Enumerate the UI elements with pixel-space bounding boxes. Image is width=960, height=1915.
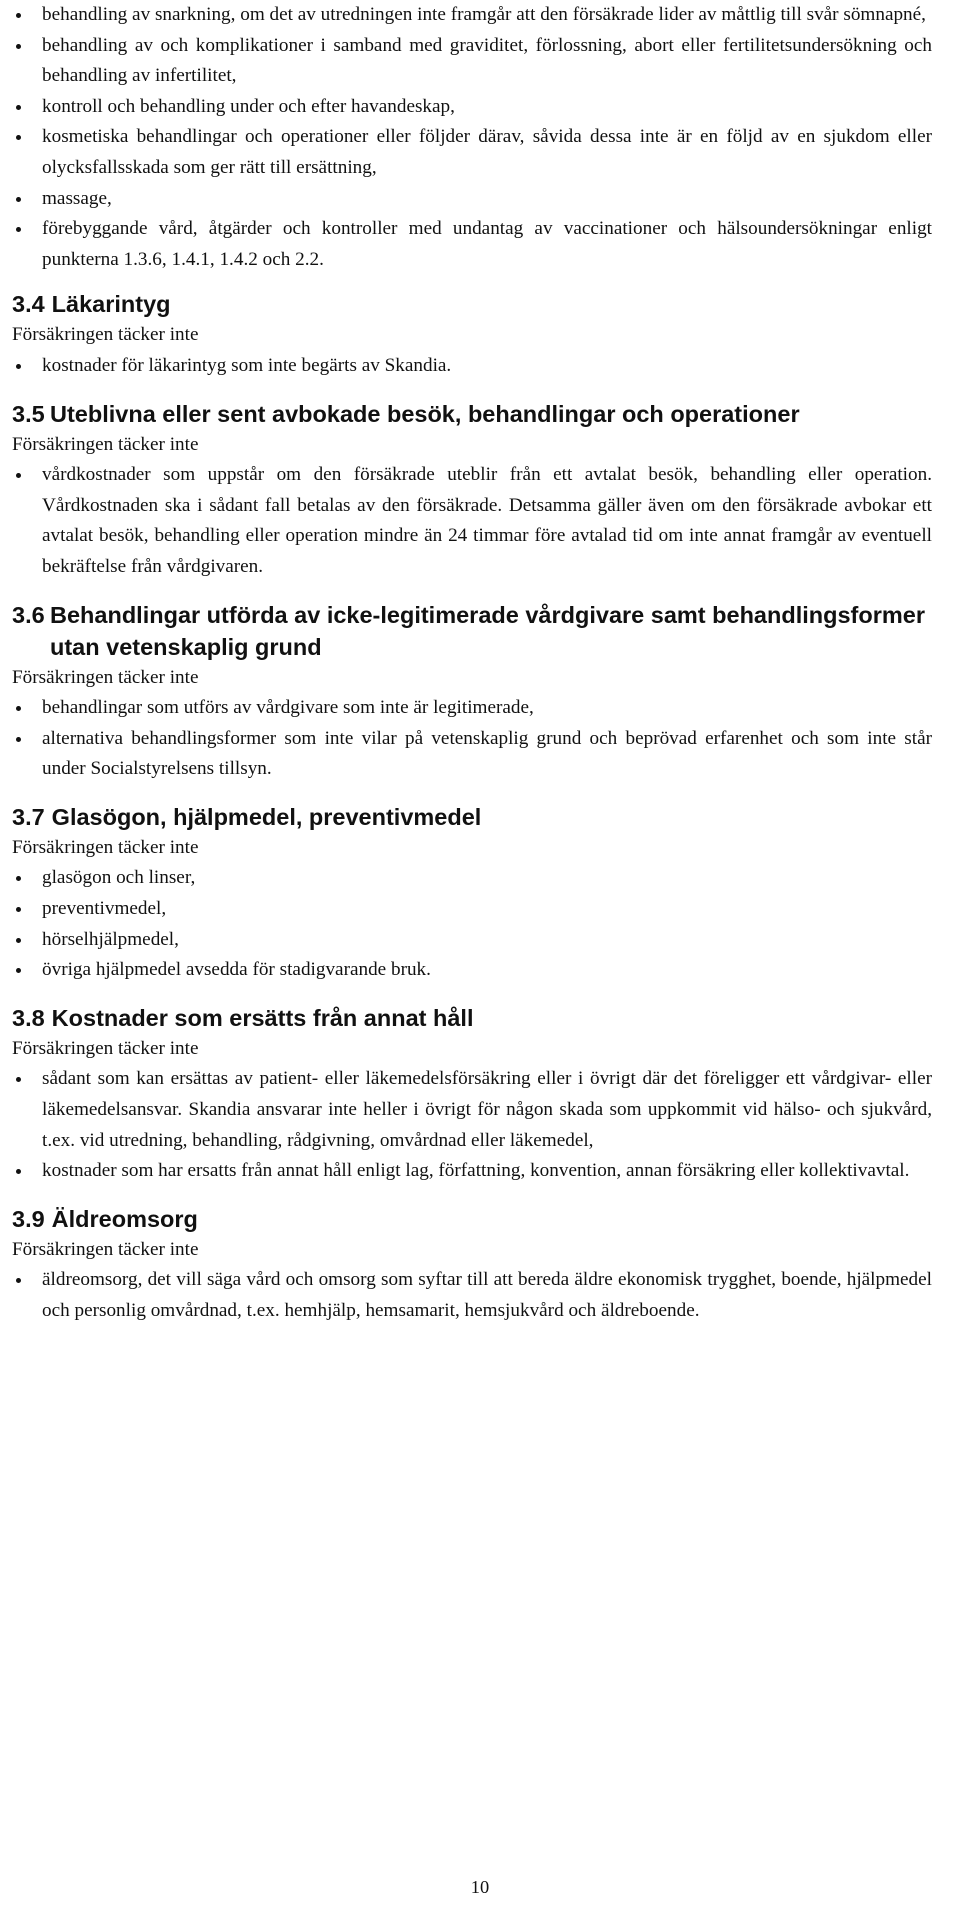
section-number: 3.9	[12, 1205, 45, 1232]
list-item: behandlingar som utförs av vårdgivare som inte är legitimerade,	[12, 693, 932, 724]
list-item: massage,	[12, 184, 932, 215]
section-3-8-costs-compensated-elsewhere	[12, 1002, 932, 1187]
list-item: förebyggande vård, åtgärder och kontroller med undantag av vaccinationer och hälsoundersökningar enligt punkterna 1.3.6, 1.4.1, 1.4.2 och 2.2.	[12, 214, 932, 275]
page-number: 10	[470, 1877, 490, 1897]
section-intro: Försäkringen täcker inte	[12, 836, 199, 858]
section-intro: Försäkringen täcker inte	[12, 666, 199, 688]
list-item: sådant som kan ersättas av patient- eller läkemedelsförsäkring eller i övrigt där det föreligger ett vårdgivar- eller läkemedelsansvar. Skandia ansvarar inte heller i övrigt för någon skada som uppkommit vid hälso- och sjukvård, t.ex. vid utredning, behandling, rådgivning, omvårdnad eller läkemedel,	[12, 1064, 932, 1156]
exclusions-list-continued	[12, 0, 932, 275]
list-item: hörselhjälpmedel,	[12, 925, 932, 956]
list-item: preventivmedel,	[12, 894, 932, 925]
section-number: 3.5	[12, 400, 45, 427]
list-item: kontroll och behandling under och efter havandeskap,	[12, 92, 932, 123]
list-item: glasögon och linser,	[12, 863, 932, 894]
document-content	[12, 0, 932, 1327]
section-list	[12, 1064, 932, 1186]
section-title: Kostnader som ersätts från annat håll	[51, 1004, 474, 1031]
section-heading	[12, 288, 932, 320]
section-intro: Försäkringen täcker inte	[12, 433, 199, 455]
section-list	[12, 1265, 932, 1326]
section-heading	[12, 599, 932, 663]
section-3-6-unlicensed-providers	[12, 599, 932, 785]
section-title: Äldreomsorg	[51, 1205, 198, 1232]
section-title: Läkarintyg	[51, 291, 171, 318]
section-list	[12, 351, 932, 382]
section-intro: Försäkringen täcker inte	[12, 1238, 199, 1260]
section-list	[12, 460, 932, 582]
section-number: 3.6	[12, 601, 45, 628]
section-heading	[12, 801, 932, 833]
section-title: Uteblivna eller sent avbokade besök, behandlingar och operationer	[50, 400, 800, 427]
list-item: kosmetiska behandlingar och operationer eller följder därav, såvida dessa inte är en följd av en sjukdom eller olycksfallsskada som ger rätt till ersättning,	[12, 122, 932, 183]
section-title: Behandlingar utförda av icke-legitimerade vårdgivare samt behandlingsformer utan vetenskaplig grund	[50, 601, 925, 660]
section-heading	[12, 1203, 932, 1235]
section-heading	[12, 1002, 932, 1034]
list-item: kostnader som har ersatts från annat håll enligt lag, författning, konvention, annan försäkring eller kollektivavtal.	[12, 1156, 932, 1187]
list-item: vårdkostnader som uppstår om den försäkrade uteblir från ett avtalat besök, behandling eller operation. Vårdkostnaden ska i sådant fall betalas av den försäkrade. Detsamma gäller även om den försäkrade avbokar ett avtalat besök, behandling eller operation mindre än 24 timmar före avtalad tid om inte annat framgår av eventuell bekräftelse från vårdgivaren.	[12, 460, 932, 582]
section-number: 3.8	[12, 1004, 45, 1031]
section-3-5-missed-appointments	[12, 398, 932, 583]
section-number: 3.7	[12, 803, 45, 830]
list-item: kostnader för läkarintyg som inte begärts av Skandia.	[12, 351, 932, 382]
list-item: övriga hjälpmedel avsedda för stadigvarande bruk.	[12, 955, 932, 986]
list-item: behandling av och komplikationer i samband med graviditet, förlossning, abort eller fertilitetsundersökning och behandling av infertilitet,	[12, 31, 932, 92]
list-item: behandling av snarkning, om det av utredningen inte framgår att den försäkrade lider av måttlig till svår sömnapné,	[12, 0, 932, 31]
list-item: äldreomsorg, det vill säga vård och omsorg som syftar till att bereda äldre ekonomisk trygghet, boende, hjälpmedel och personlig omvårdnad, t.ex. hemhjälp, hemsamarit, hemsjukvård och äldreboende.	[12, 1265, 932, 1326]
section-heading	[12, 398, 932, 430]
section-intro: Försäkringen täcker inte	[12, 1037, 199, 1059]
section-intro: Försäkringen täcker inte	[12, 324, 199, 346]
section-3-7-glasses-aids	[12, 801, 932, 986]
section-3-4-medical-certificate	[12, 288, 932, 381]
section-title: Glasögon, hjälpmedel, preventivmedel	[51, 803, 482, 830]
section-3-9-elderly-care	[12, 1203, 932, 1327]
list-item: alternativa behandlingsformer som inte vilar på vetenskaplig grund och beprövad erfarenhet och som inte står under Socialstyrelsens tillsyn.	[12, 724, 932, 785]
section-number: 3.4	[12, 291, 45, 318]
section-list	[12, 863, 932, 985]
section-list	[12, 693, 932, 785]
